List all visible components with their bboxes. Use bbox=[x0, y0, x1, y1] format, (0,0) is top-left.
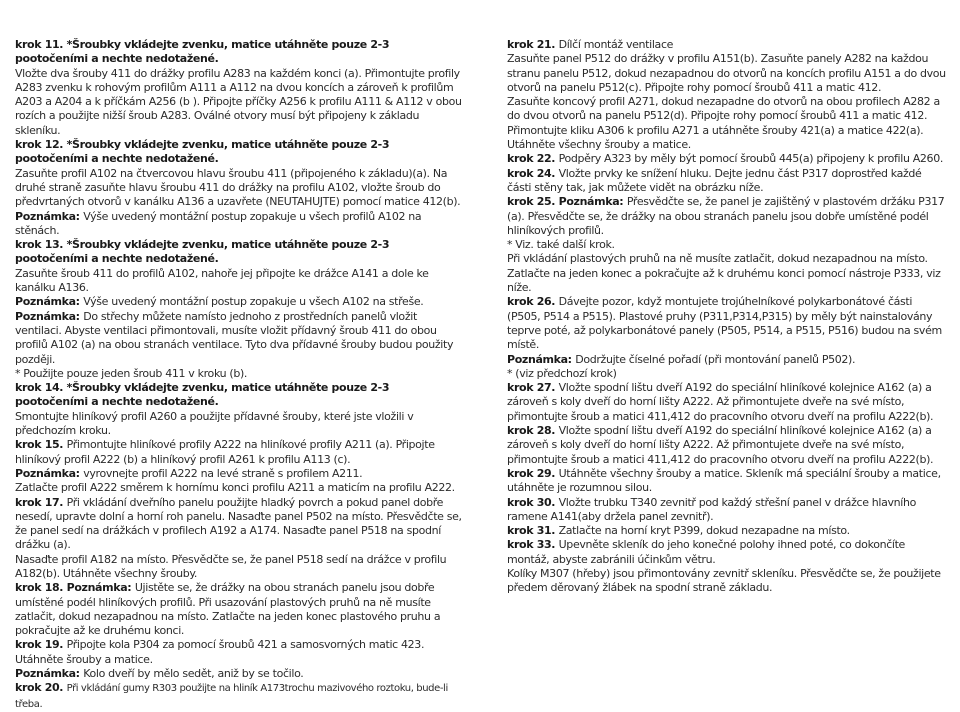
left-body-text: Přimontujte hliníkové profily A222 na hliníkové profily A211 (a). Připojte hliníkový profil A222 (b) a hliníkový profil A261 k profilu A113 (c). bbox=[15, 438, 435, 466]
right-paragraph bbox=[507, 538, 947, 567]
right-heading-text: Poznámka: bbox=[558, 195, 627, 209]
left-body-text: Zasuňte profil A102 na čtvercovou hlavu šroubu 411 (připojeného k základu)(a). Na druhé straně zasuňte hlavu šroubu 411 do drážky na profilu A102, vložte šroub do předvrtaných otvorů v kanálku A136 a uzavřete (NEUTAHUJTE) pomocí matice 412(b). bbox=[15, 166, 461, 209]
right-paragraph bbox=[507, 238, 947, 252]
left-body-text: Kolo dveří by mělo sedět, aniž by se točilo. bbox=[83, 667, 304, 681]
left-heading-text: krok 11. *Šroubky vkládejte zvenku, matice utáhněte pouze 2-3 pootočeními a nechte nedotažené. bbox=[15, 38, 390, 66]
right-heading-text: krok 26. bbox=[507, 295, 559, 309]
right-paragraph bbox=[507, 195, 947, 238]
left-body-text: Ujistěte se, že drážky na obou stranách panelu jsou dobře umístěné podél hliníkových profilů. Při usazování plastových pruhů na ně musíte zatlačit, dokud nezapadnou na místo. Zatlačte na jeden konec plastového pruhu a pokračujte až ke druhému konci. bbox=[15, 581, 441, 638]
right-paragraph bbox=[507, 38, 947, 52]
left-body-text: Nasaďte profil A182 na místo. Přesvědčte se, že panel P518 sedí na drážce v profilu A182(b). Utáhněte všechny šrouby. bbox=[15, 552, 447, 580]
left-body-text: vyrovnejte profil A222 na levé straně s profilem A211. bbox=[83, 466, 363, 480]
right-paragraph bbox=[507, 424, 947, 467]
right-paragraph bbox=[507, 252, 947, 295]
left-body-text: Při vkládání gumy R303 použijte na hliník A173trochu mazivového roztoku, bude-li třeba. bbox=[15, 683, 448, 710]
right-body-text: Vložte prvky ke snížení hluku. Dejte jednu část P317 doprostřed každé části stěny tak, jak můžete vidět na obrázku níže. bbox=[507, 166, 922, 194]
left-paragraph bbox=[15, 367, 463, 381]
right-paragraph bbox=[507, 567, 947, 596]
left-paragraph bbox=[15, 638, 463, 667]
right-paragraph bbox=[507, 467, 947, 496]
left-paragraph bbox=[15, 238, 463, 267]
left-heading-text: Poznámka: bbox=[15, 295, 84, 309]
left-paragraph bbox=[15, 496, 463, 553]
right-paragraph bbox=[507, 496, 947, 525]
left-paragraph bbox=[15, 410, 463, 439]
right-body-text: Při vkládání plastových pruhů na ně musíte zatlačit, dokud nezapadnou na místo. Zatlačte na jeden konec a pokračujte až k druhému konci pomocí nástroje P333, viz níže. bbox=[507, 252, 941, 295]
right-paragraph bbox=[507, 381, 947, 424]
left-paragraph bbox=[15, 381, 463, 410]
left-paragraph bbox=[15, 467, 463, 481]
left-heading-text: krok 17. bbox=[15, 495, 67, 509]
left-heading-text: krok 13. *Šroubky vkládejte zvenku, matice utáhněte pouze 2-3 pootočeními a nechte nedotažené. bbox=[15, 238, 390, 266]
left-heading-text: Poznámka: bbox=[15, 209, 84, 223]
left-paragraph bbox=[15, 481, 463, 495]
right-body-text: Utáhněte všechny šrouby a matice. Skleník má speciální šrouby a matice, utáhněte je rozumnou silou. bbox=[507, 466, 941, 495]
right-body-text: * (viz předchozí krok) bbox=[507, 366, 617, 380]
right-body-text: Kolíky M307 (hřeby) jsou přimontovány zevnitř skleníku. Přesvědčte se, že použijete předem děrovaný žlábek na spodní straně základu. bbox=[507, 566, 941, 595]
left-heading-text: Poznámka: bbox=[66, 581, 135, 595]
left-paragraph bbox=[15, 167, 463, 210]
right-body-text: Zasuňte koncový profil A271, dokud nezapadne do otvorů na obou profilech A282 a do dvou otvorů na panelu P512(d). Připojte rohy pomocí šroubů 411 a matic 412. bbox=[507, 95, 940, 123]
right-body-text: Zasuňte panel P512 do drážky v profilu A151(b). Zasuňte panely A282 na každou stranu panelu P512, dokud nezapadnou do otvorů na koncích profilu A151 a do dvou otvorů na panelu P512(c). Připojte rohy pomocí šroubů 411 a matic 412. bbox=[507, 52, 946, 94]
right-heading-text: krok 31. bbox=[507, 524, 559, 538]
right-paragraph bbox=[507, 124, 947, 153]
left-paragraph bbox=[15, 138, 463, 167]
left-heading-text: Poznámka: bbox=[15, 667, 84, 681]
left-body-text: Smontujte hliníkový profil A260 a použijte přídavné šrouby, které jste vložili v předchozím kroku. bbox=[15, 409, 414, 438]
left-column bbox=[15, 38, 463, 712]
right-paragraph bbox=[507, 367, 947, 381]
right-column bbox=[507, 38, 947, 596]
right-heading-text: krok 21. bbox=[507, 38, 559, 51]
right-paragraph bbox=[507, 52, 947, 95]
right-body-text: Upevněte skleník do jeho konečné polohy ihned poté, co dokončíte montáž, abyste zabránili účinkům větru. bbox=[507, 538, 905, 566]
left-paragraph bbox=[15, 38, 463, 67]
right-body-text: Dávejte pozor, když montujete trojúhelníkové polykarbonátové části (P505, P514 a P515). Plastové pruhy (P311,P314,P315) by měly být nainstalovány teprve poté, až polykarbonátové panely (P505, P514, a P515, P516) budou na svém místě. bbox=[507, 295, 942, 352]
left-heading-text: krok 20. bbox=[15, 681, 67, 695]
left-body-text: Zatlačte profil A222 směrem k hornímu konci profilu A211 a maticím na profilu A222. bbox=[15, 481, 455, 495]
left-body-text: Při vkládání dveřního panelu použijte hladký povrch a pokud panel dobře nesedí, upravte dolní a horní roh panelu. Nasaďte panel P502 na místo. Přesvědčte se, že panel sedí na drážkách v profilech A192 a A174. Nasaďte panel P518 na spodní drážku (a). bbox=[15, 495, 462, 552]
left-body-text: Výše uvedený montážní postup zopakuje u všech profilů A102 na stěnách. bbox=[15, 209, 422, 237]
left-paragraph bbox=[15, 553, 463, 582]
right-paragraph bbox=[507, 353, 947, 367]
right-heading-text: krok 22. bbox=[507, 152, 559, 166]
left-paragraph bbox=[15, 210, 463, 239]
left-body-text: Vložte dva šrouby 411 do drážky profilu A283 na každém konci (a). Přimontujte profily A283 zvenku k rohovým profilům A111 a A112 na dvou koncích a zároveň k profilům A203 a A204 a k příčkám A256 (b ). Připojte příčky A256 k profilu A111 & A112 v obou rozích a použijte nižší šroub A283. Oválné otvory musí být připojeny k základu skleníku. bbox=[15, 66, 462, 137]
left-paragraph bbox=[15, 438, 463, 467]
right-paragraph bbox=[507, 295, 947, 352]
left-paragraph bbox=[15, 681, 463, 712]
right-heading-text: krok 29. bbox=[507, 466, 559, 480]
right-paragraph bbox=[507, 167, 947, 196]
right-paragraph bbox=[507, 524, 947, 538]
left-body-text: * Použijte pouze jeden šroub 411 v kroku (b). bbox=[15, 366, 248, 380]
right-body-text: Dílčí montáž ventilace bbox=[558, 38, 674, 51]
right-body-text: * Viz. také další krok. bbox=[507, 238, 615, 252]
right-body-text: Dodržujte číselné pořadí (při montování panelů P502). bbox=[575, 352, 856, 366]
left-body-text: Výše uvedený montážní postup zopakuje u všech A102 na střeše. bbox=[83, 295, 424, 309]
left-paragraph bbox=[15, 667, 463, 681]
right-body-text: Vložte trubku T340 zevnitř pod každý střešní panel v drážce hlavního ramene A141(aby drželа panel zevnitř). bbox=[507, 495, 916, 523]
left-heading-text: krok 14. *Šroubky vkládejte zvenku, matice utáhněte pouze 2-3 pootočeními a nechte nedotažené. bbox=[15, 381, 390, 409]
right-body-text: Přesvědčte se, že panel je zajištěný v plastovém držáku P317 (a). Přesvědčte se, že drážky na obou stranách panelu jsou dobře umístěné podél hliníkových profilů. bbox=[507, 195, 945, 237]
right-paragraph bbox=[507, 95, 947, 124]
right-heading-text: krok 28. bbox=[507, 424, 559, 438]
right-heading-text: krok 30. bbox=[507, 495, 559, 509]
right-body-text: Vložte spodní lištu dveří A192 do speciální hliníkové kolejnice A162 (a) a zároveň s koly dveří do horní lišty A222. Až přimontujete dveře na své místo, přimontujte šroub a matici 411,412 do pracovního otvoru dveří na profilu A222(b). bbox=[507, 424, 934, 466]
left-body-text: Připojte kola P304 za pomocí šroubů 421 a samosvorných matic 423. Utáhněte šrouby a matice. bbox=[15, 638, 425, 666]
right-paragraph bbox=[507, 152, 947, 166]
left-body-text: Do střechy můžete namísto jednoho z prostředních panelů vložit ventilaci. Abyste ventilaci přimontovali, musíte vložit přídavný šroub 411 do obou profilů A102 (a) na obou stranách ventilace. Tyto dva přídavné šrouby budou použity později. bbox=[15, 309, 454, 366]
right-heading-text: krok 24. bbox=[507, 166, 559, 180]
right-heading-text: Poznámka: bbox=[507, 352, 576, 366]
left-heading-text: Poznámka: bbox=[15, 309, 84, 323]
right-heading-text: krok 25. bbox=[507, 195, 559, 209]
left-heading-text: krok 19. bbox=[15, 638, 67, 652]
left-heading-text: krok 18. bbox=[15, 581, 67, 595]
left-paragraph bbox=[15, 295, 463, 309]
right-heading-text: krok 27. bbox=[507, 381, 559, 395]
right-body-text: Podpěry A323 by měly být pomocí šroubů 445(a) připojeny k profilu A260. bbox=[558, 152, 943, 166]
left-paragraph bbox=[15, 67, 463, 138]
left-heading-text: krok 12. *Šroubky vkládejte zvenku, matice utáhněte pouze 2-3 pootočeními a nechte nedotažené. bbox=[15, 138, 390, 166]
left-heading-text: krok 15. bbox=[15, 438, 67, 452]
right-body-text: Vložte spodní lištu dveří A192 do speciální hliníkové kolejnice A162 (a) a zároveň s koly dveří do horní lišty A222. Až přimontujete dveře na své místo, přimontujte šroub a matici 411,412 do pracovního otvoru dveří na profilu A222(b). bbox=[507, 381, 934, 423]
left-heading-text: Poznámka: bbox=[15, 466, 84, 480]
left-paragraph bbox=[15, 267, 463, 296]
right-body-text: Zatlačte na horní kryt P399, dokud nezapadne na místo. bbox=[558, 524, 850, 538]
left-paragraph bbox=[15, 581, 463, 638]
right-heading-text: krok 33. bbox=[507, 538, 559, 552]
left-body-text: Zasuňte šroub 411 do profilů A102, nahoře jej připojte ke drážce A141 a dole ke kanálku A136. bbox=[15, 266, 429, 295]
right-body-text: Přimontujte kliku A306 k profilu A271 a utáhněte šrouby 421(a) a matice 422(a). Utáhněte všechny šrouby a matice. bbox=[507, 123, 924, 152]
left-paragraph bbox=[15, 310, 463, 367]
